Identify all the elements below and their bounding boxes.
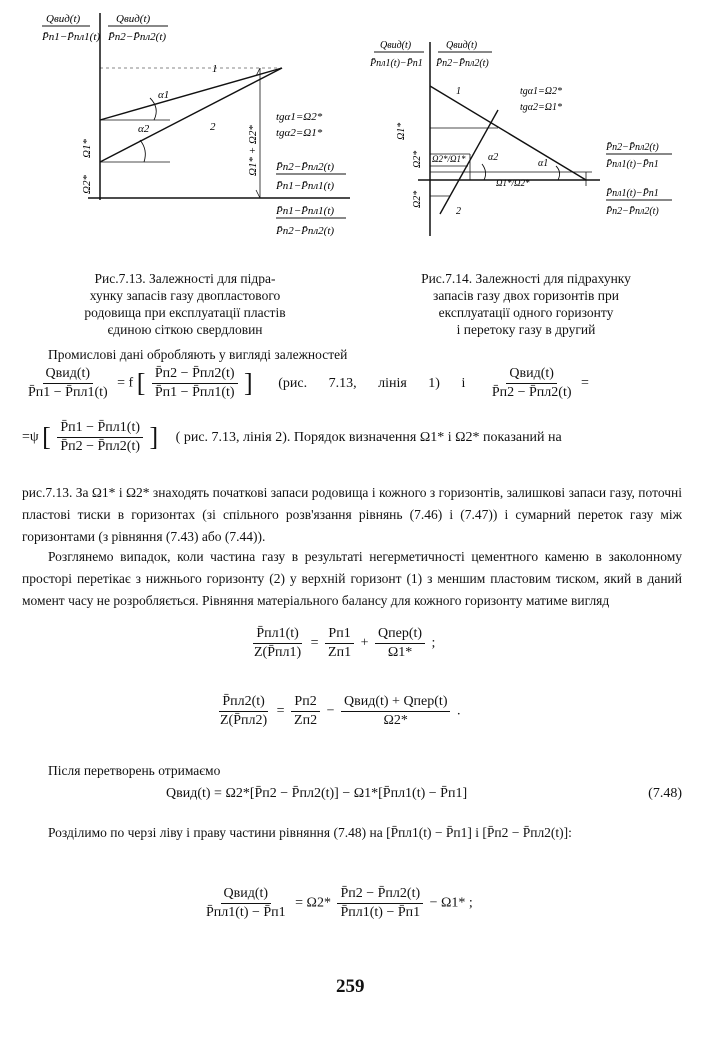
eq2-psi: =ψ: [22, 429, 39, 445]
fig2-ylabel2-den: P̄п2−P̄пл2(t): [436, 58, 489, 69]
fig2-alpha2: α2: [488, 152, 499, 163]
paragraph-5: Розділимо по черзі ліву і праву частини рівняння (7.48) на [P̄пл1(t) − P̄п1] і [P̄п2 − P̄пл2(t)]:: [48, 825, 572, 840]
fig1-line2-label: 2: [210, 121, 216, 133]
fig2-tg1: tgα1=Ω2*: [520, 86, 563, 97]
eq2-arg: $\frac{P̄п1 - P̄пл1(t)}{P̄п2 - P̄пл2(t)}$: [57, 420, 143, 455]
eq3-a: $\frac{P̄пл1(t)}{Z(P̄пл1)}$: [254, 626, 302, 660]
caption2-line: і перетоку газу в другий: [456, 322, 596, 337]
fig1-omega-sum: Ω1* + Ω2*: [247, 125, 259, 176]
fig2-alpha1: α1: [538, 158, 549, 169]
fig2-omega1: Ω1*: [396, 122, 407, 140]
fig1-ylabel2-den: P̄п2−P̄пл2(t): [108, 31, 167, 43]
caption2-line: Рис.7.14. Залежності для підрахунку: [421, 271, 631, 286]
eq1-f: = f: [117, 375, 134, 391]
fig1-ylabel-den: P̄п1−P̄пл1(t): [42, 31, 101, 43]
caption2-line: запасів газу двох горизонтів при: [432, 288, 619, 303]
eq4-eq: =: [276, 703, 285, 719]
equation-2: =ψ [ $\frac{P̄п1 - P̄пл1(t)}{P̄п2 - P̄пл2(t)}$ ] ( рис. 7.13, лінія 2). Порядок визначення Ω1* і Ω2* показаний на: [22, 420, 562, 454]
eq2-text: ( рис. 7.13, лінія 2). Порядок визначення Ω1* і Ω2* показаний на: [175, 429, 562, 445]
fig1-ylabel-num: Qвид(t): [46, 13, 81, 25]
eq4-end: .: [456, 703, 461, 719]
eq6-tail: − Ω1* ;: [429, 895, 473, 911]
fig1-alpha2: α2: [138, 123, 150, 135]
fig1-alpha1: α1: [158, 89, 170, 101]
eq6-a: $\frac{\text{Qвид(t)}}{P̄пл1(t) - P̄п1}$: [206, 886, 286, 920]
eq1-arg: $\frac{P̄п2 - P̄пл2(t)}{P̄п1 - P̄пл1(t)}$: [152, 366, 238, 401]
fig2-ratio1: Ω2*/Ω1*: [432, 154, 466, 164]
fig2-omega2: Ω2*: [412, 150, 423, 168]
eq3-plus: +: [360, 635, 369, 651]
eq4-c: $\frac{\text{Qвид(t) + Qпер(t)}}{\Omega 2*}$: [341, 694, 450, 729]
figure-7-13: [20, 8, 360, 248]
caption-fig-7-14: [376, 270, 676, 338]
fig2-line1-label: 1: [456, 86, 461, 97]
figure-7-14: [360, 36, 690, 246]
eq3-eq: =: [310, 635, 319, 651]
fig2-tg2: tgα2=Ω1*: [520, 102, 563, 113]
caption1-line: хунку запасів газу двопластового: [89, 288, 281, 303]
fig1-omega1: Ω1*: [81, 139, 93, 158]
fig2-ylabel2-num: Qвид(t): [446, 40, 478, 51]
eq4-b: $\frac{Pп2}{Zп2}$: [291, 694, 320, 729]
fig2-ylabel-num: Qвид(t): [380, 40, 412, 51]
fig1-xlabel2-num: P̄п1−P̄пл1(t): [276, 205, 335, 217]
equation-3: [248, 626, 435, 661]
fig1-line1-label: 1: [212, 63, 218, 75]
caption-fig-7-13: [40, 270, 330, 338]
eq1-lhs: $\frac{\text{Qвид(t)}}{P̄п1 - P̄пл1(t)}$: [28, 366, 108, 400]
eq6-eq: = Ω2*: [295, 895, 331, 911]
equation-4: [214, 694, 460, 729]
fig2-xlabel2-num: P̄пл1(t)−P̄п1: [606, 188, 659, 199]
equation-6: [200, 886, 473, 921]
paragraph-3: Розглянемо випадок, коли частина газу в результаті негерметичності цементного каменю в заколонному просторі перетікає з нижнього горизонту (2) у верхній горизонт (1) з меншим пластовим тиском, який в даний момент часу не розробляється. Рівняння матеріального балансу для кожного горизонту матиме вигляд: [22, 549, 682, 608]
eq3-b: $\frac{Pп1}{Zп1}$: [325, 626, 354, 661]
fig1-xlabel1-den: P̄п1−P̄пл1(t): [276, 180, 335, 192]
eq5-body: Qвид(t) = Ω2*[P̄п2 − P̄пл2(t)] − Ω1*[P̄пл1(t) − P̄п1]: [166, 786, 468, 801]
paragraph-intro: Промислові дані обробляють у вигляді залежностей: [48, 347, 348, 362]
equation-1: $\frac{\text{Qвид(t)}}{P̄п1 - P̄пл1(t)}$ = f [ $\frac{P̄п2 - P̄пл2(t)}{P̄п1 - P̄пл1(t)}$ ] (рис. 7.13, лінія 1) і $\frac{\text{Qвид(t)}}{P̄п2 - P̄пл2(t)}$ =: [22, 366, 682, 401]
fig2-omega2b: Ω2*: [412, 190, 423, 208]
fig2-ylabel-den: P̄пл1(t)−P̄п1: [370, 58, 423, 69]
fig1-omega2: Ω2*: [81, 175, 93, 194]
page-number: 259: [336, 976, 365, 997]
eq1-eqsign: =: [581, 375, 589, 391]
caption1-line: єдиною сіткою свердловин: [107, 322, 263, 337]
paragraph-2: рис.7.13. За Ω1* і Ω2* знаходять початкові запаси родовища і кожного з горизонтів, залишкові запаси газу, поточні пластові тиски в горизонтах (зі спільного розв'язання рівнянь (7.46) і (7.47)) і сумарний переток газу між горизонтами (з рівняння (7.43) або (7.44)).: [22, 485, 682, 544]
fig2-xlabel1-den: P̄пл1(t)−P̄п1: [606, 159, 659, 170]
eq1-ref: (рис. 7.13, лінія 1) і: [278, 375, 466, 391]
fig1-xlabel1-num: P̄п2−P̄пл2(t): [276, 161, 335, 173]
eq1-rhs: $\frac{\text{Qвид(t)}}{P̄п2 - P̄пл2(t)}$: [491, 366, 572, 400]
caption1-line: Рис.7.13. Залежності для підра-: [94, 271, 276, 286]
fig2-xlabel1-num: P̄п2−P̄пл2(t): [606, 142, 659, 153]
eq3-c: $\frac{\text{Qпер(t)}}{\Omega 1*}$: [375, 626, 425, 661]
fig2-line2-label: 2: [456, 206, 461, 217]
fig1-ylabel2-num: Qвид(t): [116, 13, 151, 25]
fig2-ratio2: Ω1*/Ω2*: [496, 178, 530, 188]
eq4-minus: −: [326, 703, 335, 719]
fig1-tg2: tgα2=Ω1*: [276, 127, 323, 139]
eq4-a: $\frac{P̄пл2(t)}{Z(P̄пл2)}$: [220, 694, 268, 728]
fig1-line-1: [100, 68, 282, 120]
fig1-xlabel2-den: P̄п2−P̄пл2(t): [276, 225, 335, 237]
eq3-end: ;: [431, 635, 436, 651]
paragraph-4: Після перетворень отримаємо: [48, 763, 221, 778]
eq5-number: (7.48): [648, 786, 682, 801]
caption2-line: експлуатації одного горизонту: [438, 305, 614, 320]
equation-5: [166, 786, 682, 802]
fig2-xlabel2-den: P̄п2−P̄пл2(t): [606, 206, 659, 217]
fig1-tg1: tgα1=Ω2*: [276, 111, 323, 123]
eq6-b: $\frac{P̄п2 - P̄пл2(t)}{P̄пл1(t) - P̄п1}$: [337, 886, 423, 921]
caption1-line: родовища при експлуатації пластів: [84, 305, 286, 320]
